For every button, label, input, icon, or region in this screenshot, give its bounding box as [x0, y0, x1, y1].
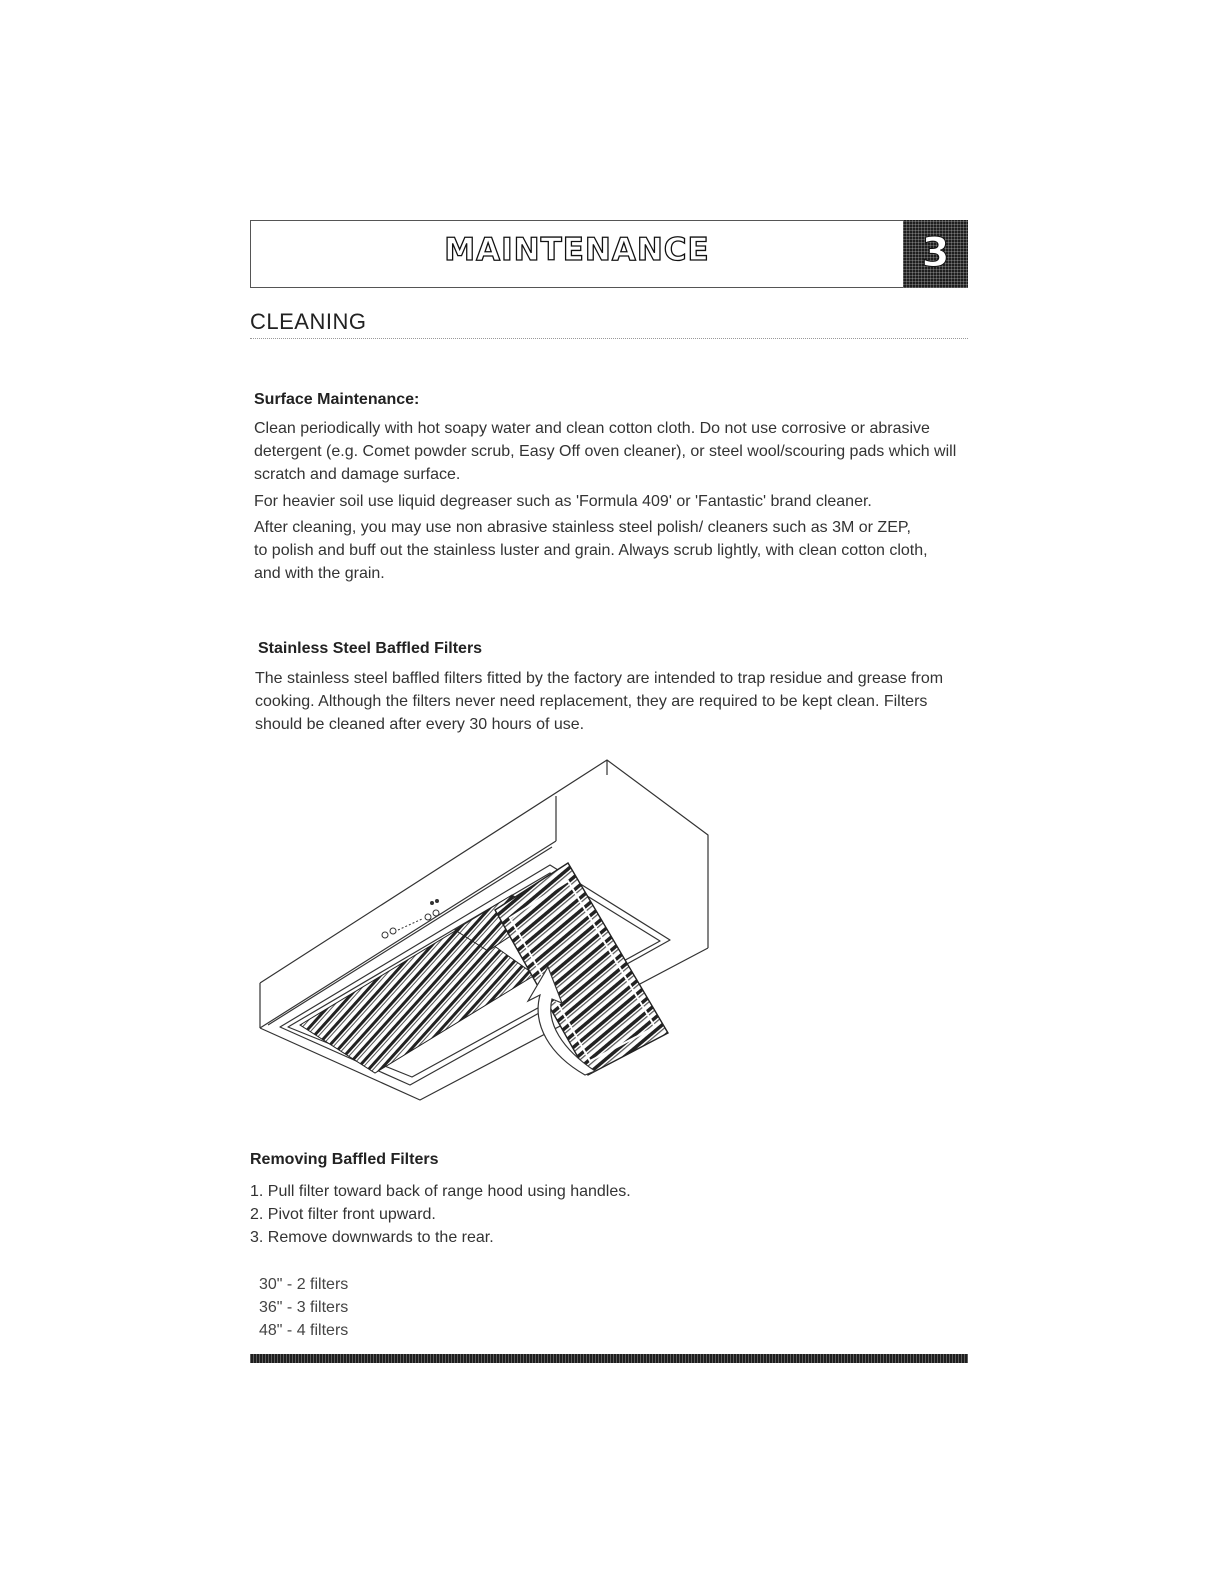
- paragraph-line: scratch and damage surface.: [254, 466, 461, 483]
- paragraph-line: For heavier soil use liquid degreaser such as 'Formula 409' or 'Fantastic' brand cleaner.: [254, 493, 872, 510]
- chapter-badge: [903, 220, 968, 288]
- removal-steps-list: [250, 1180, 631, 1249]
- chapter-number: 3: [921, 230, 950, 276]
- footer-bar: [250, 1354, 968, 1363]
- list-item: 3. Remove downwards to the rear.: [250, 1229, 494, 1246]
- list-item: 30" - 2 filters: [259, 1276, 349, 1293]
- range-hood-illustration: [250, 755, 720, 1105]
- surface-maintenance-heading: Surface Maintenance:: [254, 391, 420, 408]
- page-title: MAINTENANCE: [444, 232, 710, 268]
- section-title: CLEANING: [250, 309, 367, 334]
- paragraph-line: The stainless steel baffled filters fitted by the factory are intended to trap residue and grease from: [255, 670, 944, 687]
- section-divider: [250, 338, 968, 339]
- paragraph-line: detergent (e.g. Comet powder scrub, Easy Off oven cleaner), or steel wool/scouring pads which will: [254, 443, 957, 460]
- list-item: 36" - 3 filters: [259, 1299, 349, 1316]
- paragraph-line: After cleaning, you may use non abrasive stainless steel polish/ cleaners such as 3M or ZEP,: [254, 519, 911, 536]
- paragraph-line: to polish and buff out the stainless luster and grain. Always scrub lightly, with clean cotton cloth,: [254, 542, 928, 559]
- paragraph-line: Clean periodically with hot soapy water and clean cotton cloth. Do not use corrosive or abrasive: [254, 420, 930, 437]
- paragraph-line: cooking. Although the filters never need replacement, they are required to be kept clean. Filters: [255, 693, 928, 710]
- list-item: 48" - 4 filters: [259, 1322, 349, 1339]
- removing-filters-heading: Removing Baffled Filters: [250, 1151, 439, 1168]
- paragraph-line: and with the grain.: [254, 565, 385, 582]
- filter-count-list: [259, 1273, 348, 1342]
- list-item: 2. Pivot filter front upward.: [250, 1206, 436, 1223]
- baffled-filters-heading: Stainless Steel Baffled Filters: [258, 640, 483, 657]
- list-item: 1. Pull filter toward back of range hood using handles.: [250, 1183, 631, 1200]
- paragraph-line: should be cleaned after every 30 hours of use.: [255, 716, 585, 733]
